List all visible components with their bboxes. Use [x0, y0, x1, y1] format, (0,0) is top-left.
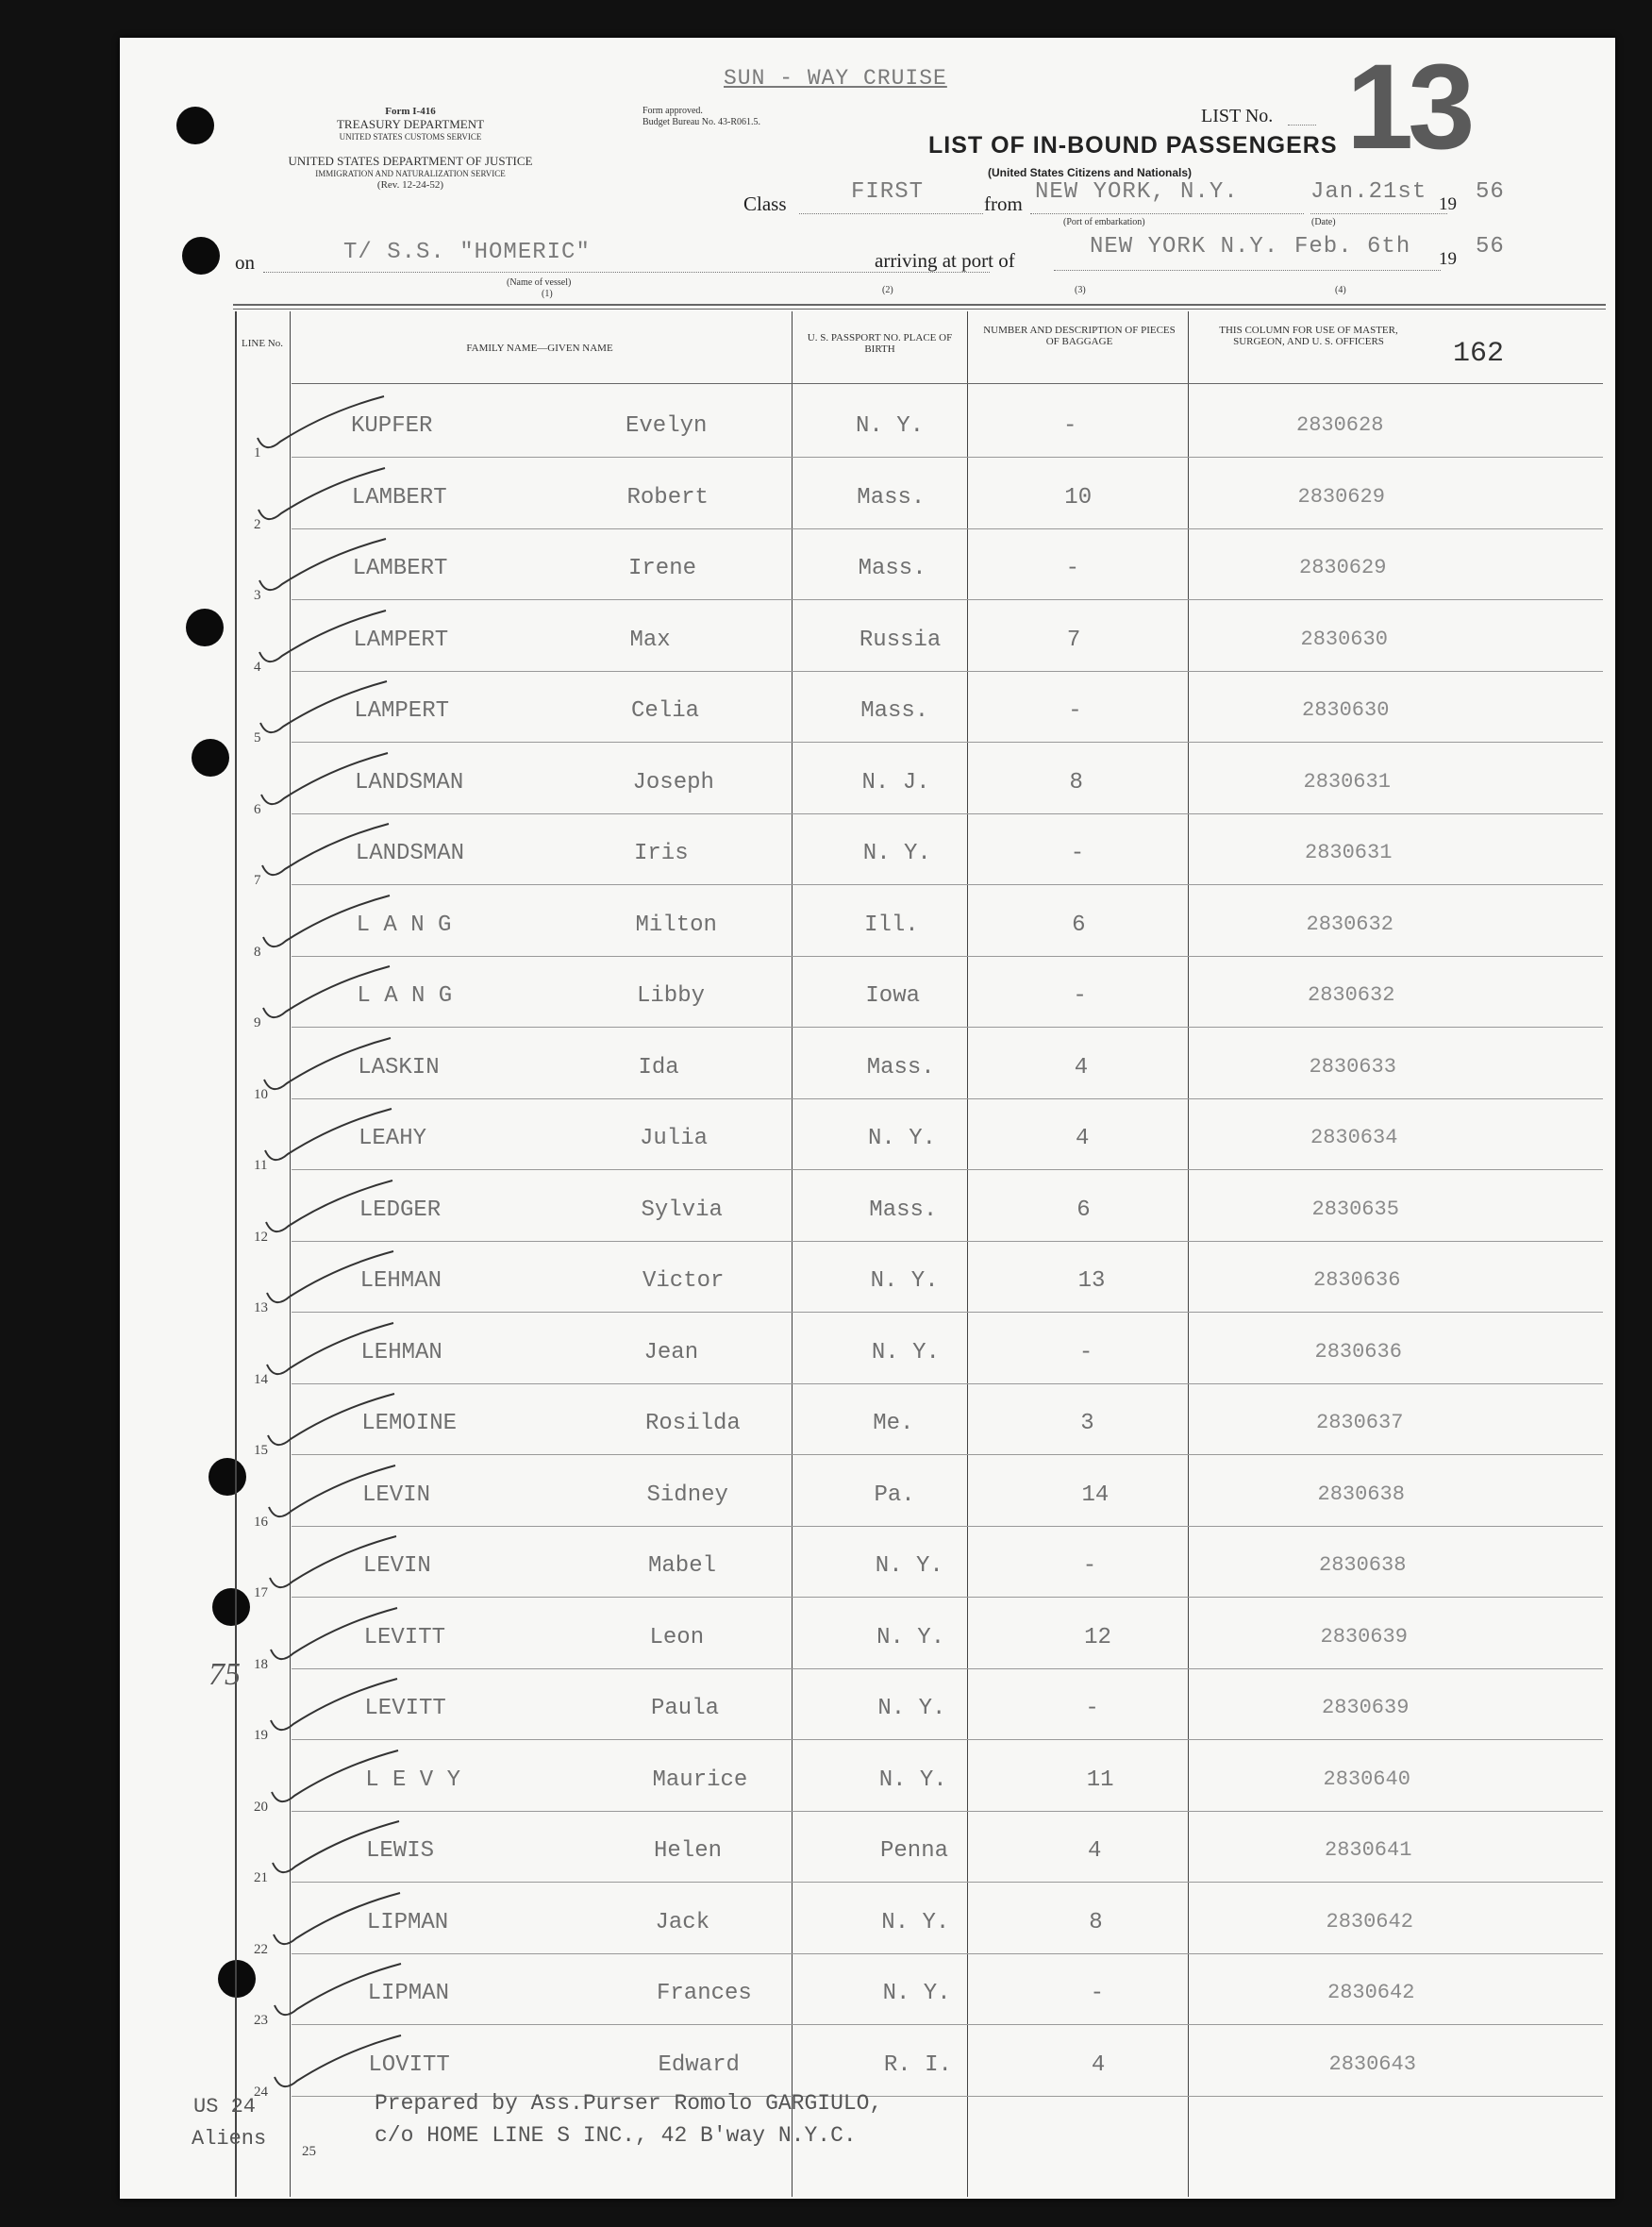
- family-name: L A N G: [356, 912, 452, 938]
- place-of-birth: Russia: [859, 627, 942, 653]
- column-header-baggage: NUMBER AND DESCRIPTION OF PIECES OF BAGGAGE: [983, 325, 1176, 347]
- family-name: LEVIN: [362, 1553, 431, 1579]
- place-of-birth: N. Y.: [868, 1126, 937, 1151]
- arrival-year-prefix: 19: [1439, 249, 1457, 269]
- baggage-count: -: [1065, 556, 1079, 581]
- manifest-page: [120, 38, 1615, 2199]
- page-subtitle: (United States Citizens and Nationals): [988, 166, 1193, 179]
- check-mark-icon: [259, 1034, 400, 1100]
- punch-hole: [186, 609, 224, 646]
- given-name: Helen: [654, 1838, 723, 1864]
- baggage-count: 7: [1066, 627, 1081, 653]
- family-name: LIPMAN: [366, 1909, 449, 1935]
- row-divider: [292, 1454, 1603, 1455]
- baggage-count: 14: [1081, 1482, 1110, 1508]
- officer-code: 2830638: [1319, 1553, 1407, 1577]
- page-number: 162: [1453, 338, 1505, 370]
- baggage-count: -: [1085, 1696, 1099, 1721]
- column-header-name: FAMILY NAME—GIVEN NAME: [466, 343, 613, 354]
- column-number-4: (4): [1335, 285, 1346, 295]
- check-mark-icon: [254, 535, 395, 601]
- place-of-birth: N. Y.: [862, 841, 931, 866]
- row-divider: [292, 1953, 1603, 1954]
- given-name: Sylvia: [641, 1197, 723, 1223]
- prepared-by: Prepared by Ass.Purser Romolo GARGIULO,: [375, 2091, 883, 2116]
- arrival-port: NEW YORK N.Y.: [1090, 234, 1279, 260]
- line-number: 18: [254, 1656, 268, 1672]
- place-of-birth: Mass.: [866, 1054, 935, 1080]
- place-of-birth: Iowa: [865, 983, 920, 1009]
- embarkation-year-prefix: 19: [1439, 194, 1457, 214]
- family-name: LEDGER: [359, 1197, 442, 1223]
- place-of-birth: Mass.: [857, 484, 926, 511]
- place-of-birth: N. Y.: [856, 413, 925, 439]
- officer-code: 2830639: [1320, 1624, 1408, 1649]
- check-mark-icon: [256, 749, 397, 815]
- line-number: 6: [254, 801, 261, 817]
- line-number: 4: [254, 659, 261, 675]
- baggage-count: 6: [1076, 1197, 1091, 1223]
- margin-handwritten-note: 75: [209, 1657, 241, 1692]
- vessel-caption: (Name of vessel): [507, 277, 572, 288]
- family-name: LIPMAN: [367, 1981, 450, 2006]
- check-mark-icon: [268, 1889, 409, 1955]
- baggage-count: 6: [1072, 912, 1086, 938]
- row-divider: [292, 1312, 1603, 1313]
- given-name: Leon: [649, 1624, 705, 1650]
- baggage-count: -: [1090, 1981, 1104, 2006]
- place-of-birth: Mass.: [860, 698, 929, 724]
- family-name: LAMBERT: [352, 556, 448, 581]
- family-name: LASKIN: [358, 1054, 440, 1080]
- place-of-birth: Mass.: [869, 1197, 938, 1223]
- officer-code: 2830641: [1325, 1838, 1412, 1862]
- given-name: Edward: [658, 2051, 740, 2078]
- column-number-3: (3): [1075, 285, 1086, 295]
- place-of-birth: R. I.: [883, 2051, 952, 2078]
- given-name: Maurice: [652, 1767, 748, 1793]
- line-number: 2: [254, 516, 261, 532]
- punch-hole: [209, 1458, 246, 1496]
- officer-code: 2830636: [1314, 1339, 1402, 1364]
- punch-hole: [182, 237, 220, 275]
- list-label: LIST No.: [1201, 106, 1274, 126]
- line-number: 8: [254, 944, 261, 960]
- port-caption: (Port of embarkation): [1063, 217, 1145, 227]
- given-name: Mabel: [648, 1553, 717, 1579]
- line-number: 10: [254, 1086, 268, 1102]
- vessel-column-number: (1): [542, 289, 553, 299]
- baggage-count: -: [1070, 841, 1085, 866]
- given-name: Robert: [626, 484, 709, 511]
- given-name: Victor: [642, 1268, 725, 1294]
- row-divider: [292, 742, 1603, 743]
- officer-code: 2830633: [1309, 1054, 1396, 1079]
- margin-note-aliens: Aliens: [192, 2127, 267, 2151]
- check-mark-icon: [252, 393, 393, 459]
- officer-code: 2830642: [1326, 1909, 1413, 1934]
- row-divider: [292, 884, 1603, 885]
- family-name: KUPFER: [351, 413, 433, 439]
- from-label: from: [984, 193, 1023, 215]
- given-name: Max: [629, 627, 671, 653]
- line-number: 22: [254, 1941, 268, 1957]
- given-name: Evelyn: [626, 413, 708, 439]
- given-name: Milton: [635, 912, 717, 938]
- arrival-date: Feb. 6th: [1294, 234, 1411, 260]
- line-number: 3: [254, 588, 261, 603]
- line-number: 14: [254, 1371, 268, 1387]
- family-name: LEVIN: [362, 1482, 431, 1508]
- check-mark-icon: [261, 1319, 403, 1385]
- officer-code: 2830634: [1310, 1126, 1398, 1149]
- given-name: Libby: [637, 983, 706, 1009]
- form-approved: Form approved.: [642, 106, 703, 116]
- row-divider: [292, 1597, 1603, 1598]
- row-divider: [292, 813, 1603, 814]
- check-mark-icon: [269, 2032, 410, 2098]
- place-of-birth: N. Y.: [875, 1553, 943, 1579]
- baggage-count: 4: [1076, 1126, 1090, 1151]
- vessel-name: T/ S.S. "HOMERIC": [343, 240, 591, 265]
- arriving-label: arriving at port of: [875, 249, 1015, 272]
- line-number: 23: [254, 2013, 268, 2028]
- given-name: Rosilda: [645, 1411, 741, 1436]
- officer-code: 2830640: [1323, 1767, 1410, 1791]
- check-mark-icon: [258, 892, 399, 958]
- margin-note-us: US 24: [193, 2095, 257, 2118]
- check-mark-icon: [264, 1532, 406, 1599]
- officer-code: 2830628: [1296, 413, 1384, 437]
- punch-hole: [218, 1960, 256, 1998]
- given-name: Jean: [643, 1339, 699, 1365]
- line-number: 24: [254, 2084, 268, 2100]
- place-of-birth: Mass.: [858, 556, 926, 581]
- place-of-birth: Pa.: [874, 1482, 915, 1508]
- baggage-count: 8: [1089, 1909, 1103, 1935]
- customs-service: UNITED STATES CUSTOMS SERVICE: [339, 132, 482, 142]
- family-name: LEWIS: [366, 1838, 435, 1864]
- row-divider: [292, 1811, 1603, 1812]
- officer-code: 2830643: [1328, 2051, 1416, 2076]
- line-number: 5: [254, 730, 261, 745]
- line-number: 9: [254, 1015, 261, 1030]
- check-mark-icon: [269, 1960, 410, 2026]
- check-mark-icon: [265, 1604, 407, 1670]
- officer-code: 2830630: [1300, 627, 1388, 651]
- family-name: LEAHY: [359, 1126, 427, 1151]
- place-of-birth: N. Y.: [882, 1981, 951, 2006]
- line-number: 17: [254, 1585, 268, 1600]
- given-name: Frances: [657, 1981, 752, 2006]
- given-name: Julia: [640, 1126, 709, 1151]
- port-of-embarkation: NEW YORK, N.Y.: [1035, 179, 1239, 205]
- justice-department: UNITED STATES DEPARTMENT OF JUSTICE: [288, 154, 533, 168]
- check-mark-icon: [258, 963, 399, 1029]
- given-name: Jack: [655, 1909, 710, 1935]
- officer-code: 2830629: [1297, 484, 1385, 509]
- baggage-count: -: [1068, 698, 1082, 724]
- officer-code: 2830638: [1317, 1482, 1405, 1506]
- officer-code: 2830636: [1313, 1268, 1401, 1292]
- row-divider: [292, 1668, 1603, 1669]
- baggage-count: -: [1073, 983, 1087, 1009]
- line-number: 1: [254, 445, 261, 460]
- line-number: 21: [254, 1870, 268, 1885]
- form-revision: (Rev. 12-24-52): [376, 179, 444, 191]
- place-of-birth: N. Y.: [870, 1268, 939, 1294]
- baggage-count: 10: [1064, 484, 1093, 511]
- baggage-count: 3: [1080, 1411, 1094, 1436]
- family-name: LAMBERT: [351, 484, 447, 511]
- row-divider: [292, 956, 1603, 957]
- given-name: Ida: [638, 1054, 679, 1080]
- punch-hole: [212, 1588, 250, 1626]
- baggage-count: 4: [1074, 1054, 1089, 1080]
- on-label: on: [235, 251, 255, 274]
- family-name: L A N G: [357, 983, 453, 1009]
- row-divider: [292, 1882, 1603, 1883]
- given-name: Joseph: [632, 769, 714, 795]
- line-number: 20: [254, 1799, 268, 1815]
- check-mark-icon: [257, 820, 398, 886]
- place-of-birth: N. Y.: [877, 1696, 946, 1721]
- column-header-line: LINE No.: [242, 338, 283, 349]
- date-caption: (Date): [1311, 217, 1336, 227]
- line-number: 13: [254, 1300, 268, 1315]
- row-divider: [292, 671, 1603, 672]
- class-label: Class: [743, 193, 787, 215]
- check-mark-icon: [253, 464, 394, 530]
- class-value: FIRST: [851, 179, 925, 205]
- baggage-count: 12: [1084, 1624, 1111, 1650]
- row-divider: [292, 457, 1603, 458]
- family-name: LEMOINE: [361, 1411, 458, 1436]
- check-mark-icon: [259, 1105, 401, 1171]
- family-name: LEVITT: [363, 1624, 446, 1650]
- family-name: LANDSMAN: [355, 841, 465, 866]
- family-name: L E V Y: [365, 1767, 461, 1793]
- column-header-passport: U. S. PASSPORT NO. PLACE OF BIRTH: [807, 332, 953, 355]
- cruise-name: SUN - WAY CRUISE: [724, 66, 947, 91]
- given-name: Celia: [631, 698, 700, 724]
- check-mark-icon: [265, 1675, 407, 1741]
- place-of-birth: N. Y.: [876, 1624, 945, 1650]
- check-mark-icon: [267, 1817, 409, 1884]
- embarkation-year: 56: [1476, 179, 1505, 205]
- officer-code: 2830639: [1322, 1696, 1410, 1719]
- line-number: 7: [254, 873, 261, 888]
- officer-code: 2830631: [1305, 841, 1393, 864]
- officer-code: 2830631: [1303, 769, 1391, 794]
- check-mark-icon: [262, 1390, 404, 1456]
- arrival-year: 56: [1476, 234, 1505, 260]
- place-of-birth: N. Y.: [871, 1339, 940, 1365]
- punch-hole: [176, 107, 214, 144]
- baggage-count: 4: [1091, 2051, 1106, 2078]
- line-number: 16: [254, 1514, 268, 1530]
- line-number: 11: [254, 1158, 268, 1173]
- check-mark-icon: [263, 1462, 405, 1528]
- baggage-count: 13: [1077, 1268, 1106, 1294]
- punch-hole: [192, 739, 229, 777]
- row-divider: [292, 1241, 1603, 1242]
- line-number: 12: [254, 1229, 268, 1245]
- place-of-birth: N. Y.: [881, 1909, 950, 1935]
- officer-code: 2830632: [1306, 912, 1393, 936]
- family-name: LAMPERT: [353, 627, 449, 653]
- page-title: LIST OF IN-BOUND PASSENGERS: [928, 132, 1338, 159]
- officer-code: 2830629: [1299, 556, 1387, 579]
- embarkation-date: Jan.21st: [1310, 179, 1427, 205]
- officer-code: 2830642: [1327, 1981, 1415, 2004]
- baggage-count: 11: [1086, 1767, 1114, 1793]
- row-divider: [292, 1526, 1603, 1527]
- budget-bureau: Budget Bureau No. 43-R061.5.: [642, 117, 760, 127]
- given-name: Iris: [634, 841, 689, 866]
- family-name: LANDSMAN: [355, 769, 464, 795]
- row-divider: [292, 1383, 1603, 1384]
- officer-code: 2830632: [1308, 983, 1395, 1007]
- form-number: Form I-416: [385, 106, 436, 117]
- row-divider: [292, 1027, 1603, 1028]
- family-name: LOVITT: [368, 2051, 450, 2078]
- officer-code: 2830635: [1311, 1197, 1399, 1221]
- check-mark-icon: [255, 678, 396, 744]
- row-divider: [292, 599, 1603, 600]
- officer-code: 2830637: [1316, 1411, 1404, 1434]
- baggage-count: 8: [1069, 769, 1083, 795]
- check-mark-icon: [254, 607, 395, 673]
- place-of-birth: Ill.: [864, 912, 919, 938]
- family-name: LEHMAN: [359, 1268, 442, 1294]
- row-divider: [292, 2024, 1603, 2025]
- given-name: Irene: [628, 556, 697, 581]
- baggage-count: -: [1063, 413, 1077, 439]
- baggage-count: -: [1078, 1339, 1093, 1365]
- line-number: 19: [254, 1728, 268, 1743]
- family-name: LAMPERT: [354, 698, 450, 724]
- officer-code: 2830630: [1302, 698, 1390, 722]
- row-divider: [292, 1739, 1603, 1740]
- given-name: Sidney: [646, 1482, 728, 1508]
- list-number-stamp: 13: [1346, 40, 1470, 175]
- baggage-count: 4: [1088, 1838, 1102, 1864]
- row-divider: [292, 1098, 1603, 1099]
- place-of-birth: Me.: [873, 1411, 914, 1436]
- check-mark-icon: [266, 1747, 408, 1813]
- place-of-birth: N. Y.: [878, 1767, 947, 1793]
- row-divider: [292, 1169, 1603, 1170]
- column-header-officers: THIS COLUMN FOR USE OF MASTER, SURGEON, AND U. S. OFFICERS: [1219, 325, 1398, 347]
- column-number-2: (2): [882, 285, 893, 295]
- row-divider: [292, 528, 1603, 529]
- given-name: Paula: [651, 1696, 720, 1721]
- check-mark-icon: [261, 1247, 403, 1314]
- company-address: c/o HOME LINE S INC., 42 B'way N.Y.C.: [375, 2123, 857, 2148]
- place-of-birth: N. J.: [861, 769, 930, 795]
- line-number: 15: [254, 1443, 268, 1458]
- family-name: LEHMAN: [360, 1339, 442, 1365]
- treasury-department: TREASURY DEPARTMENT: [336, 117, 485, 131]
- naturalization-service: IMMIGRATION AND NATURALIZATION SERVICE: [315, 169, 506, 178]
- place-of-birth: Penna: [880, 1838, 949, 1864]
- family-name: LEVITT: [364, 1696, 446, 1721]
- line-number: 25: [302, 2144, 316, 2159]
- baggage-count: -: [1082, 1553, 1097, 1579]
- check-mark-icon: [260, 1177, 402, 1243]
